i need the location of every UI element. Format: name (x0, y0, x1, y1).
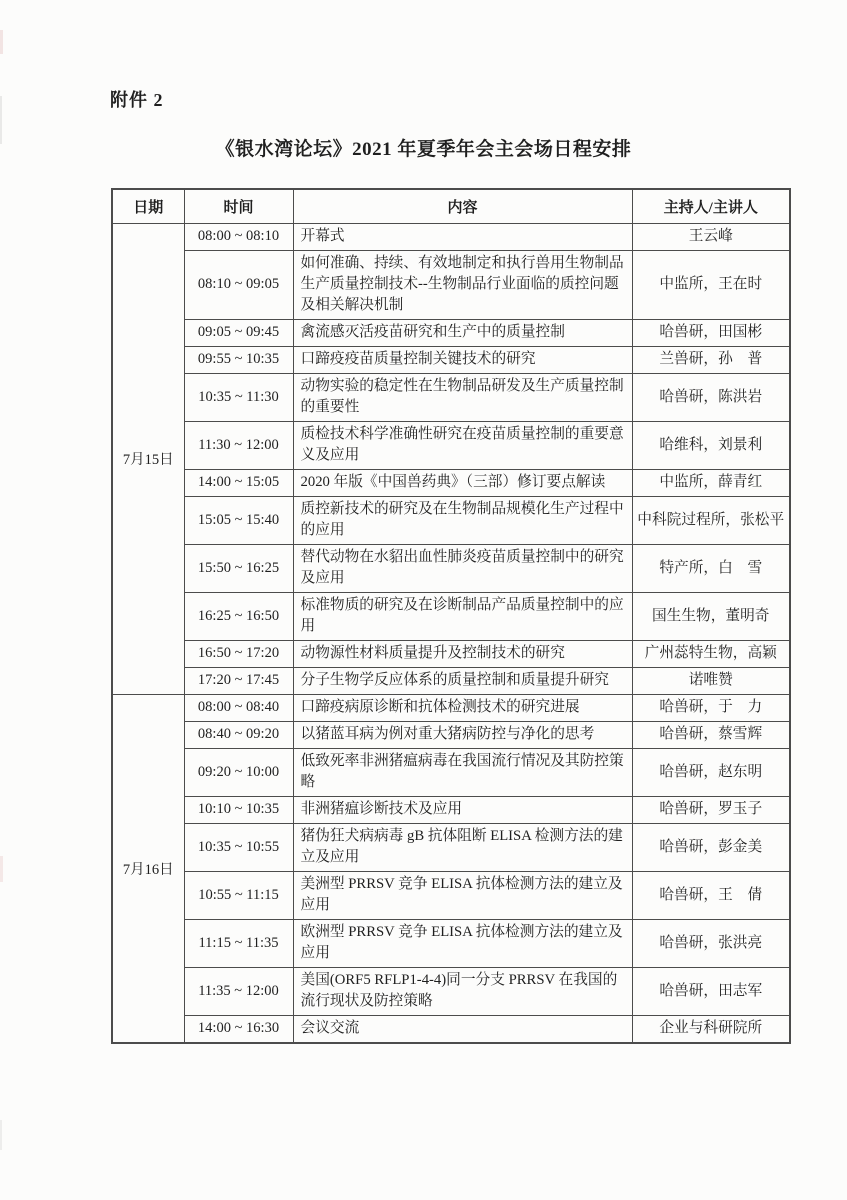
table-row (112, 223, 790, 250)
time-cell: 15:50 ~ 16:25 (184, 544, 293, 592)
time-cell: 08:00 ~ 08:10 (184, 223, 293, 250)
speaker-cell: 王云峰 (632, 223, 790, 250)
time-cell: 08:00 ~ 08:40 (184, 694, 293, 721)
table-row (112, 469, 790, 496)
date-cell: 7月15日 (112, 223, 184, 694)
content-cell: 低致死率非洲猪瘟病毒在我国流行情况及其防控策略 (293, 748, 632, 796)
table-row (112, 1015, 790, 1043)
content-cell: 如何准确、持续、有效地制定和执行兽用生物制品生产质量控制技术--生物制品行业面临的质控问题及相关解决机制 (293, 250, 632, 319)
schedule-table (111, 188, 791, 1044)
table-row (112, 544, 790, 592)
speaker-cell: 哈兽研，赵东明 (632, 748, 790, 796)
speaker-cell: 诺唯赞 (632, 667, 790, 694)
header-cell-date: 日期 (112, 189, 184, 223)
time-cell: 09:20 ~ 10:00 (184, 748, 293, 796)
date-cell: 7月16日 (112, 694, 184, 1043)
speaker-cell: 国生生物，董明奇 (632, 592, 790, 640)
content-cell: 替代动物在水貂出血性肺炎疫苗质量控制中的研究及应用 (293, 544, 632, 592)
attachment-label: 附件 2 (110, 90, 164, 110)
scan-artifact (0, 1120, 2, 1150)
time-cell: 11:35 ~ 12:00 (184, 967, 293, 1015)
content-cell: 欧洲型 PRRSV 竞争 ELISA 抗体检测方法的建立及应用 (293, 919, 632, 967)
header-cell-content: 内容 (293, 189, 632, 223)
speaker-cell: 中监所，王在时 (632, 250, 790, 319)
table-row (112, 319, 790, 346)
content-cell: 质检技术科学准确性研究在疫苗质量控制的重要意义及应用 (293, 421, 632, 469)
time-cell: 14:00 ~ 16:30 (184, 1015, 293, 1043)
content-cell: 动物实验的稳定性在生物制品研发及生产质量控制的重要性 (293, 373, 632, 421)
speaker-cell: 企业与科研院所 (632, 1015, 790, 1043)
time-cell: 10:55 ~ 11:15 (184, 871, 293, 919)
table-row (112, 346, 790, 373)
table-row (112, 919, 790, 967)
header-row (112, 189, 790, 223)
speaker-cell: 中科院过程所，张松平 (632, 496, 790, 544)
content-cell: 猪伪狂犬病病毒 gB 抗体阻断 ELISA 检测方法的建立及应用 (293, 823, 632, 871)
content-cell: 口蹄疫疫苗质量控制关键技术的研究 (293, 346, 632, 373)
time-cell: 09:05 ~ 09:45 (184, 319, 293, 346)
content-cell: 美洲型 PRRSV 竞争 ELISA 抗体检测方法的建立及应用 (293, 871, 632, 919)
table-row (112, 640, 790, 667)
speaker-cell: 哈兽研，王 倩 (632, 871, 790, 919)
speaker-cell: 哈兽研，田志军 (632, 967, 790, 1015)
speaker-cell: 哈兽研，田国彬 (632, 319, 790, 346)
time-cell: 11:30 ~ 12:00 (184, 421, 293, 469)
table-row (112, 250, 790, 319)
page-title: 《银水湾论坛》2021 年夏季年会主会场日程安排 (215, 139, 632, 160)
scan-artifact (0, 30, 3, 54)
content-cell: 非洲猪瘟诊断技术及应用 (293, 796, 632, 823)
time-cell: 15:05 ~ 15:40 (184, 496, 293, 544)
table-row (112, 871, 790, 919)
content-cell: 美国(ORF5 RFLP1-4-4)同一分支 PRRSV 在我国的流行现状及防控策略 (293, 967, 632, 1015)
speaker-cell: 哈兽研，张洪亮 (632, 919, 790, 967)
content-cell: 以猪蓝耳病为例对重大猪病防控与净化的思考 (293, 721, 632, 748)
speaker-cell: 哈兽研，陈洪岩 (632, 373, 790, 421)
content-cell: 质控新技术的研究及在生物制品规模化生产过程中的应用 (293, 496, 632, 544)
content-cell: 动物源性材料质量提升及控制技术的研究 (293, 640, 632, 667)
table-row (112, 496, 790, 544)
speaker-cell: 广州蕊特生物，高颖 (632, 640, 790, 667)
table-row (112, 967, 790, 1015)
speaker-cell: 哈兽研，蔡雪辉 (632, 721, 790, 748)
table-row (112, 694, 790, 721)
content-cell: 禽流感灭活疫苗研究和生产中的质量控制 (293, 319, 632, 346)
content-cell: 口蹄疫病原诊断和抗体检测技术的研究进展 (293, 694, 632, 721)
time-cell: 11:15 ~ 11:35 (184, 919, 293, 967)
header-cell-speaker: 主持人/主讲人 (632, 189, 790, 223)
time-cell: 16:50 ~ 17:20 (184, 640, 293, 667)
content-cell: 会议交流 (293, 1015, 632, 1043)
speaker-cell: 哈兽研，于 力 (632, 694, 790, 721)
table-row (112, 667, 790, 694)
time-cell: 17:20 ~ 17:45 (184, 667, 293, 694)
time-cell: 10:35 ~ 11:30 (184, 373, 293, 421)
content-cell: 2020 年版《中国兽药典》（三部）修订要点解读 (293, 469, 632, 496)
speaker-cell: 哈维科，刘景利 (632, 421, 790, 469)
table-row (112, 721, 790, 748)
time-cell: 08:10 ~ 09:05 (184, 250, 293, 319)
table-row (112, 823, 790, 871)
time-cell: 09:55 ~ 10:35 (184, 346, 293, 373)
speaker-cell: 特产所，白 雪 (632, 544, 790, 592)
table-row (112, 592, 790, 640)
content-cell: 分子生物学反应体系的质量控制和质量提升研究 (293, 667, 632, 694)
time-cell: 14:00 ~ 15:05 (184, 469, 293, 496)
content-cell: 开幕式 (293, 223, 632, 250)
table-row (112, 421, 790, 469)
time-cell: 10:10 ~ 10:35 (184, 796, 293, 823)
speaker-cell: 中监所，薛青红 (632, 469, 790, 496)
time-cell: 16:25 ~ 16:50 (184, 592, 293, 640)
table-row (112, 748, 790, 796)
scan-artifact (0, 856, 3, 882)
speaker-cell: 哈兽研，彭金美 (632, 823, 790, 871)
time-cell: 08:40 ~ 09:20 (184, 721, 293, 748)
header-cell-time: 时间 (184, 189, 293, 223)
speaker-cell: 兰兽研，孙 普 (632, 346, 790, 373)
table-row (112, 796, 790, 823)
speaker-cell: 哈兽研，罗玉子 (632, 796, 790, 823)
table-row (112, 373, 790, 421)
content-cell: 标准物质的研究及在诊断制品产品质量控制中的应用 (293, 592, 632, 640)
time-cell: 10:35 ~ 10:55 (184, 823, 293, 871)
